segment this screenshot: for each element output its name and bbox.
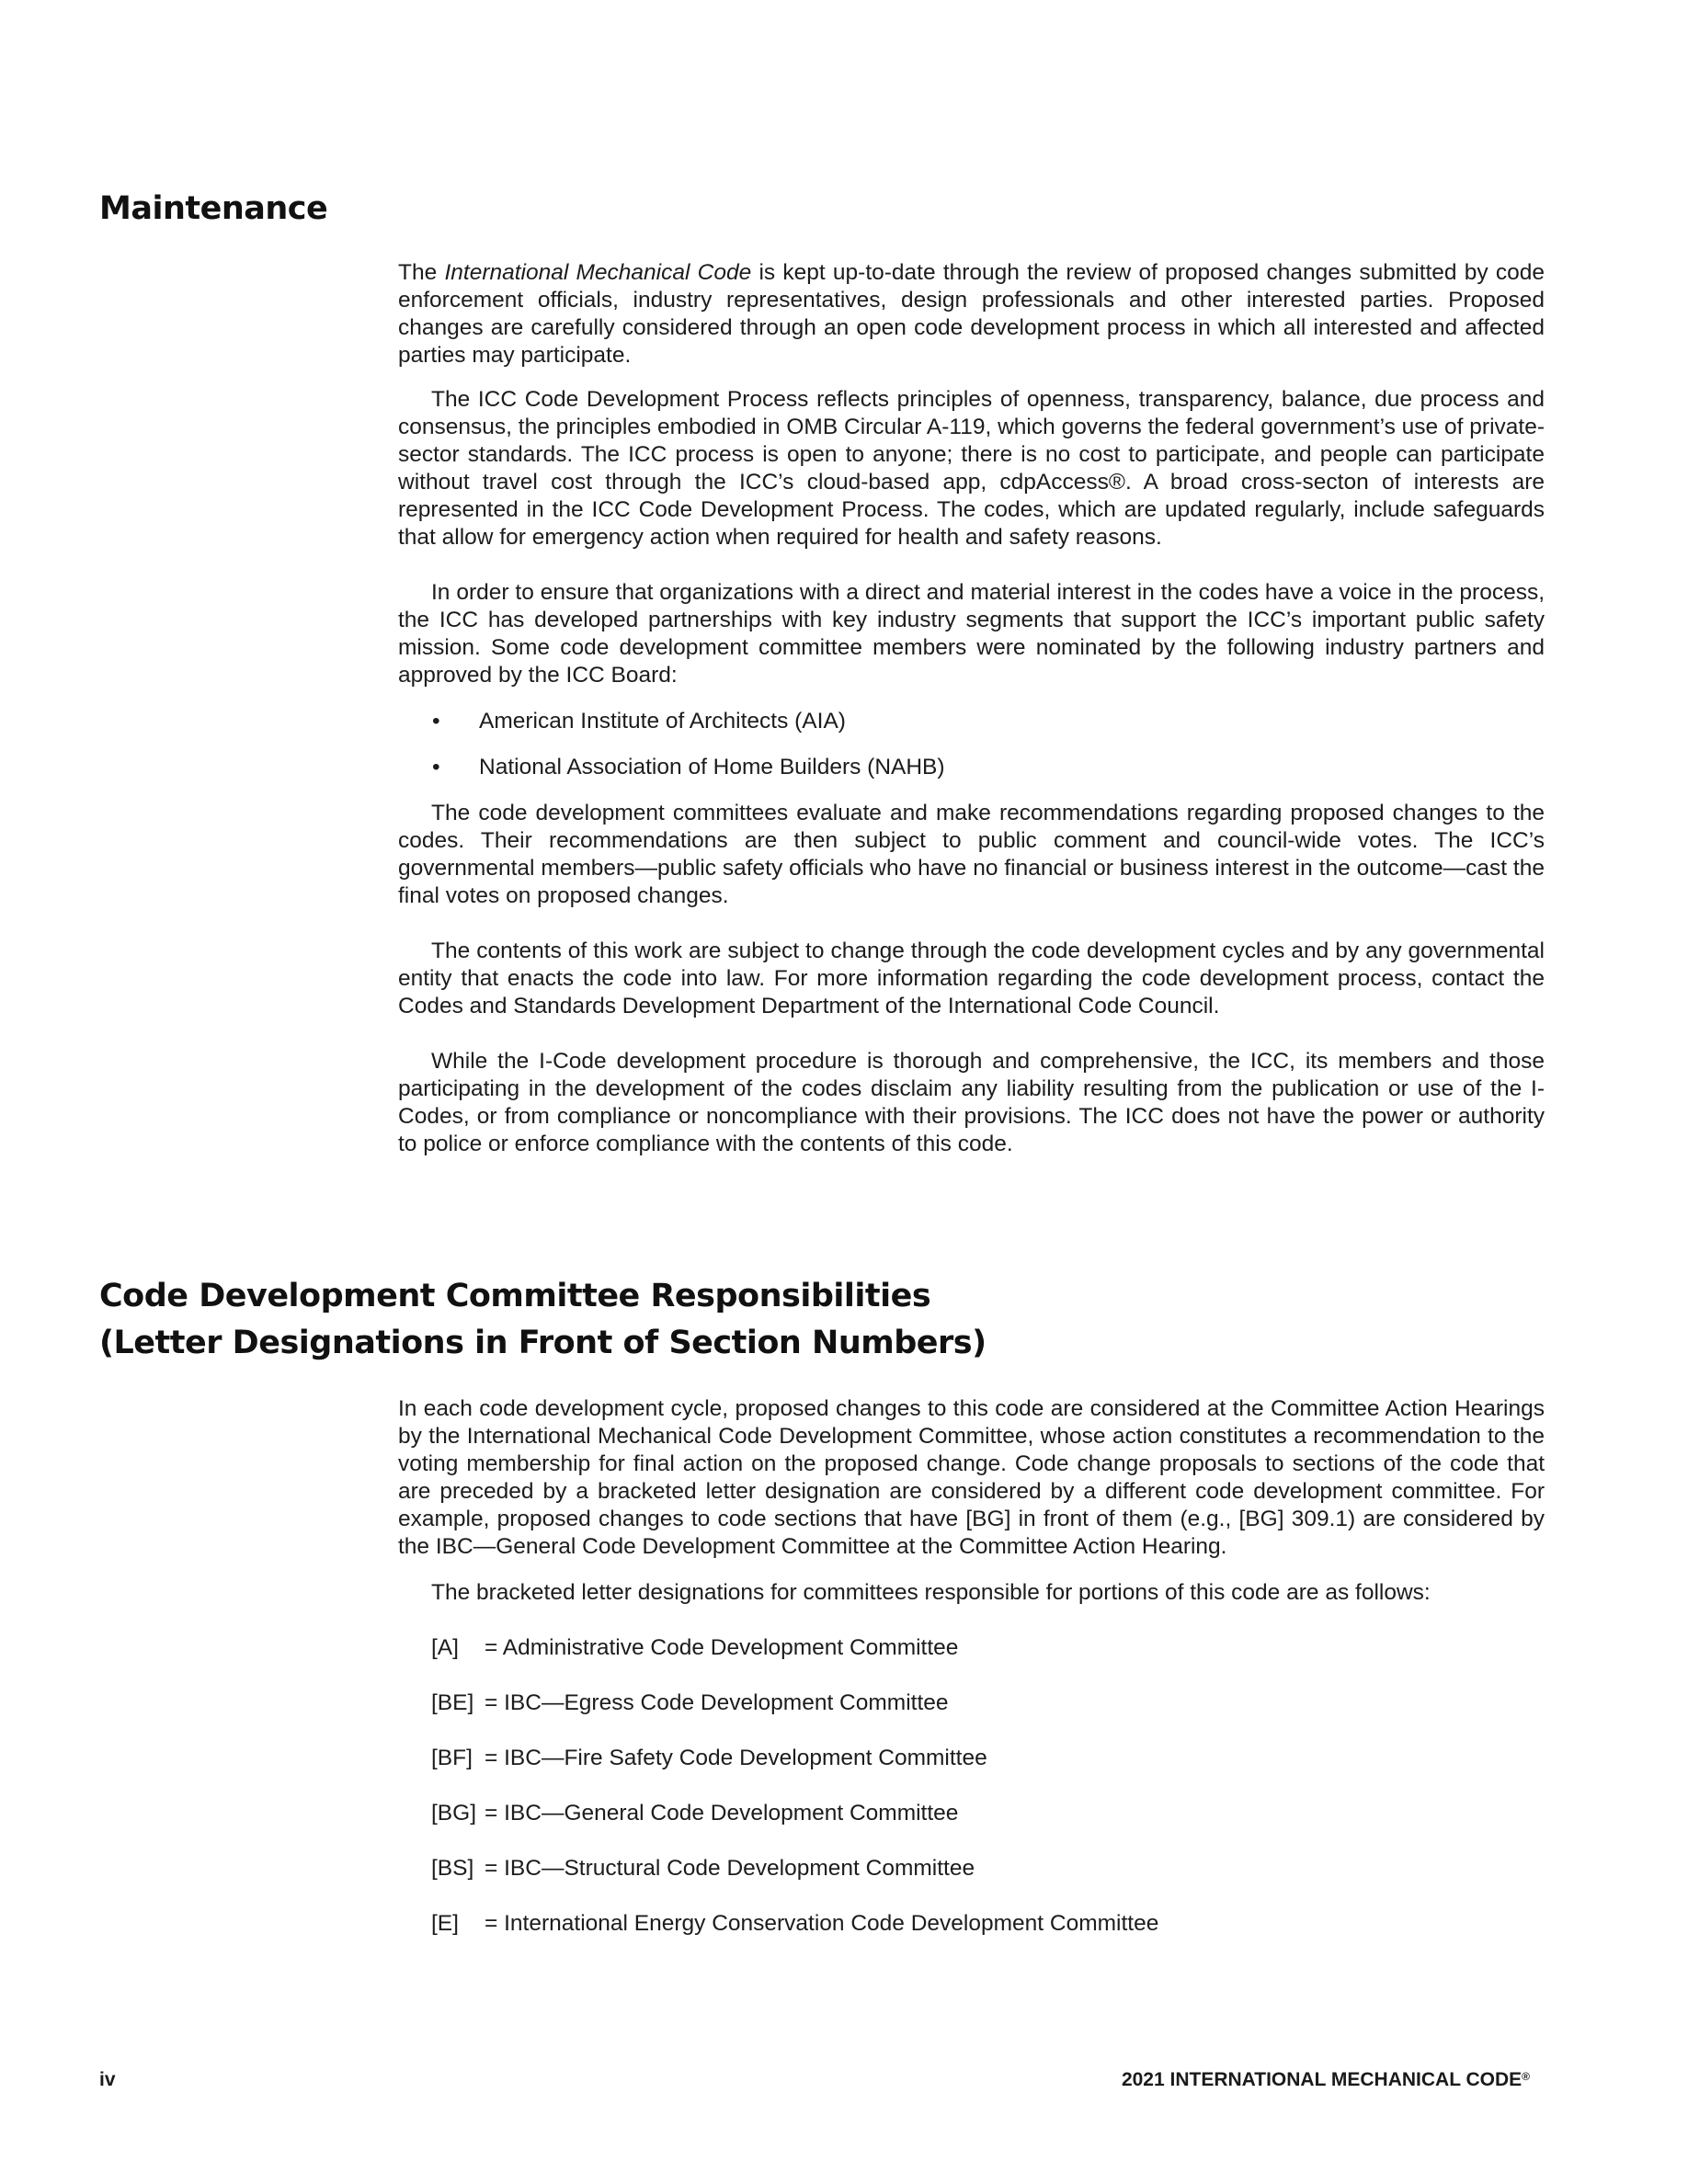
designation-description: = International Energy Conservation Code Development Committee (485, 1911, 1159, 1936)
letter-designation-list (398, 1634, 1545, 1938)
paragraph: The International Mechanical Code is kept up-to-date through the review of proposed changes submitted by code enforcement officials, industry representatives, design professionals and other interested parties. Proposed changes are carefully considered through an open code development process in which all interested and affected parties may participate. (398, 260, 1545, 368)
code-title-italic: International Mechanical Code (444, 260, 752, 285)
designation-item (398, 1910, 1545, 1938)
paragraph: The ICC Code Development Process reflects principles of openness, transparency, balance, due process and consensus, the principles embodied in OMB Circular A-119, which governs the federal government’s use of private-sector standards. The ICC process is open to anyone; there is no cost to participate, and people can participate without travel cost through the ICC’s cloud-based app, cdpAccess®. A broad cross-secton of interests are represented in the ICC Code Development Process. The codes, which are updated regularly, include safeguards that allow for emergency action when required for health and safety reasons. (398, 387, 1545, 550)
designation-item (398, 1800, 1545, 1827)
designation-code: [A] (431, 1635, 459, 1660)
bullet-icon: • (432, 755, 440, 779)
designation-code: [BG] (431, 1801, 477, 1826)
designation-item (398, 1689, 1545, 1717)
paragraph: While the I-Code development procedure is thorough and comprehensive, the ICC, its members and those participating in the development of the codes disclaim any liability resulting from the publication or use of the I-Codes, or from compliance or noncompliance with their provisions. The ICC does not have the power or authority to police or enforce compliance with the contents of this code. (398, 1049, 1545, 1156)
paragraph: In each code development cycle, proposed changes to this code are considered at the Committee Action Hearings by the International Mechanical Code Development Committee, whose action constitutes a recommendation to the voting membership for final action on the proposed change. Code change proposals to sections of the code that are preceded by a bracketed letter designation are considered by a different code development committee. For example, proposed changes to code sections that have [BG] in front of them (e.g., [BG] 309.1) are considered by the IBC—General Code Development Committee at the Committee Action Hearing. (398, 1396, 1545, 1559)
paragraph: The contents of this work are subject to change through the code development cycles and by any governmental entity that enacts the code into law. For more information regarding the code development process, contact the Codes and Standards Development Department of the International Code Council. (398, 938, 1545, 1018)
designation-item (398, 1634, 1545, 1662)
list-item: • American Institute of Architects (AIA) (432, 709, 846, 734)
page-number: iv (99, 2069, 116, 2090)
running-footer-title: 2021 INTERNATIONAL MECHANICAL CODE® (1121, 2069, 1530, 2090)
designation-description: = IBC—Fire Safety Code Development Committee (485, 1746, 987, 1770)
designation-code: [BS] (431, 1856, 474, 1881)
bullet-icon: • (432, 709, 440, 734)
designation-description: = Administrative Code Development Committee (485, 1635, 959, 1660)
list-item: • National Association of Home Builders (NAHB) (432, 755, 945, 779)
designation-description: = IBC—Structural Code Development Committee (485, 1856, 975, 1881)
designation-description: = IBC—Egress Code Development Committee (485, 1690, 949, 1715)
designation-item (398, 1745, 1545, 1772)
maintenance-body (398, 259, 1545, 1158)
paragraph: The bracketed letter designations for committees responsible for portions of this code are as follows: (431, 1580, 1431, 1605)
paragraph: In order to ensure that organizations with a direct and material interest in the codes have a voice in the process, the ICC has developed partnerships with key industry segments that support the ICC’s important public safety mission. Some code development committee members were nominated by the following industry partners and approved by the ICC Board: (398, 580, 1545, 688)
section-heading-committee-responsibilities: Code Development Committee Responsibilities (Letter Designations in Front of Section Numbers) (99, 1278, 987, 1361)
registered-mark: ® (1522, 2070, 1530, 2083)
designation-description: = IBC—General Code Development Committee (485, 1801, 959, 1826)
paragraph: The code development committees evaluate and make recommendations regarding proposed changes to the codes. Their recommendations are then subject to public comment and council-wide votes. The ICC’s governmental members—public safety officials who have no financial or business interest in the outcome—cast the final votes on proposed changes. (398, 801, 1545, 908)
designation-code: [BF] (431, 1746, 473, 1770)
section-heading-maintenance: Maintenance (99, 190, 328, 227)
committee-body (398, 1395, 1545, 1965)
designation-code: [BE] (431, 1690, 474, 1715)
designation-code: [E] (431, 1911, 459, 1936)
designation-item (398, 1855, 1545, 1883)
industry-partner-list (398, 708, 1545, 781)
